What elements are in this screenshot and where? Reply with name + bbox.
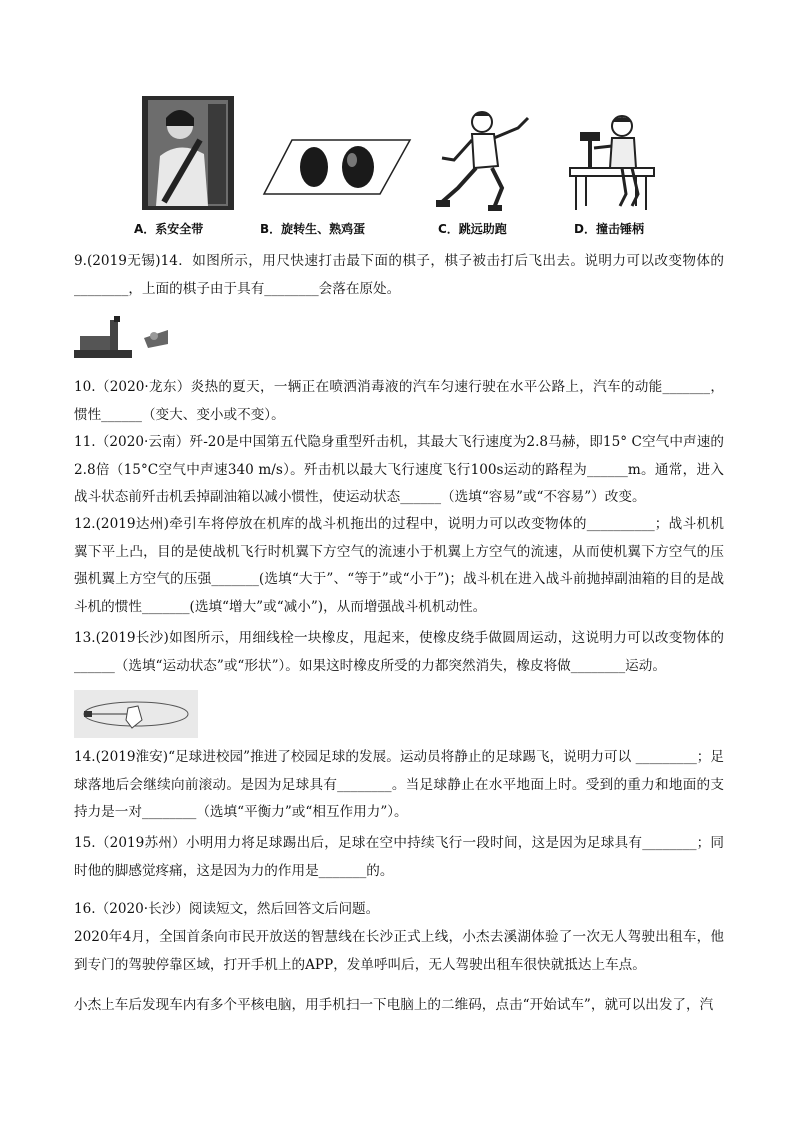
- figure-c-runner: [432, 108, 542, 212]
- figure-b-caption: B．旋转生、熟鸡蛋: [260, 222, 366, 236]
- question-15: 15.（2019苏州）小明用力将足球踢出后，足球在空中持续飞行一段时间，这是因为足球具有________；同时他的脚感觉疼痛，这是因为力的作用是_______的。: [74, 835, 724, 879]
- figure-c-caption: C．跳远助跑: [438, 222, 507, 236]
- figure-a-caption: A．系安全带: [134, 222, 204, 236]
- figure-b-eggs: [262, 138, 412, 196]
- figure-a-seatbelt: [142, 96, 234, 210]
- chess-pieces-figure: [74, 316, 170, 364]
- question-14: 14.(2019淮安)“足球进校园”推进了校园足球的发展。运动员将静止的足球踢飞，说明力可以 _________；足球落地后会继续向前滚动。是因为足球具有________。当足球静止在水平地面上时。受到的重力和地面的支持力是一对________（选填“平衡力”或“相互作用力”）。: [74, 749, 724, 820]
- eraser-circle-figure: [74, 690, 198, 742]
- figure-strip: [126, 96, 686, 241]
- passage-paragraph-2: 小杰上车后发现车内有多个平核电脑，用手机扫一下电脑上的二维码，点击“开始试车”，就可以出发了，汽: [74, 997, 714, 1013]
- question-11: 11.（2020·云南）歼-20是中国第五代隐身重型歼击机，其最大飞行速度为2.8马赫，即15° C空气中声速的2.8倍（15°C空气中声速340 m/s）。歼击机以最大飞行速度飞行100s运动的路程为______m。通常，进入战斗状态前歼击机丢掉副油箱以减小惯性，使运动状态______（选填“容易”或“不容易”）改变。: [74, 434, 724, 505]
- question-9: 9.(2019无锡)14．如图所示，用尺快速打击最下面的棋子，棋子被击打后飞出去。说明力可以改变物体的________，上面的棋子由于具有________会落在原处。: [74, 253, 724, 297]
- question-13: 13.(2019长沙)如图所示，用细线栓一块橡皮，甩起来，使橡皮绕手做圆周运动，这说明力可以改变物体的______（选填“运动状态”或“形状”）。如果这时橡皮所受的力都突然消失，橡皮将做________运动。: [74, 630, 724, 674]
- figure-d-caption: D．撞击锤柄: [574, 222, 644, 236]
- question-12: 12.(2019达州)牵引车将停放在机库的战斗机拖出的过程中，说明力可以改变物体的__________；战斗机机翼下平上凸，目的是使战机飞行时机翼下方空气的流速小于机翼上方空气的流速，从而使机翼下方空气的压强机翼上方空气的压强_______(选填“大于”、“等于”或“小于”)；战斗机在进入战斗前抛掉副油箱的目的是战斗机的惯性_______(选填“增大”或“减小”)，从而增强战斗机机动性。: [74, 516, 724, 615]
- question-10: 10.（2020·龙东）炎热的夏天，一辆正在喷洒消毒液的汽车匀速行驶在水平公路上，汽车的动能_______，惯性______（变大、变小或不变）。: [74, 379, 724, 423]
- question-16: 16.（2020·长沙）阅读短文，然后回答文后问题。: [74, 901, 380, 917]
- passage-paragraph-1: 2020年4月，全国首条向市民开放送的智慧线在长沙正式上线，小杰去溪湖体验了一次无人驾驶出租车，他到专门的驾驶停靠区域，打开手机上的APP，发单呼叫后，无人驾驶出租车很快就抵达上车点。: [74, 929, 724, 973]
- figure-d-hammer: [566, 110, 656, 212]
